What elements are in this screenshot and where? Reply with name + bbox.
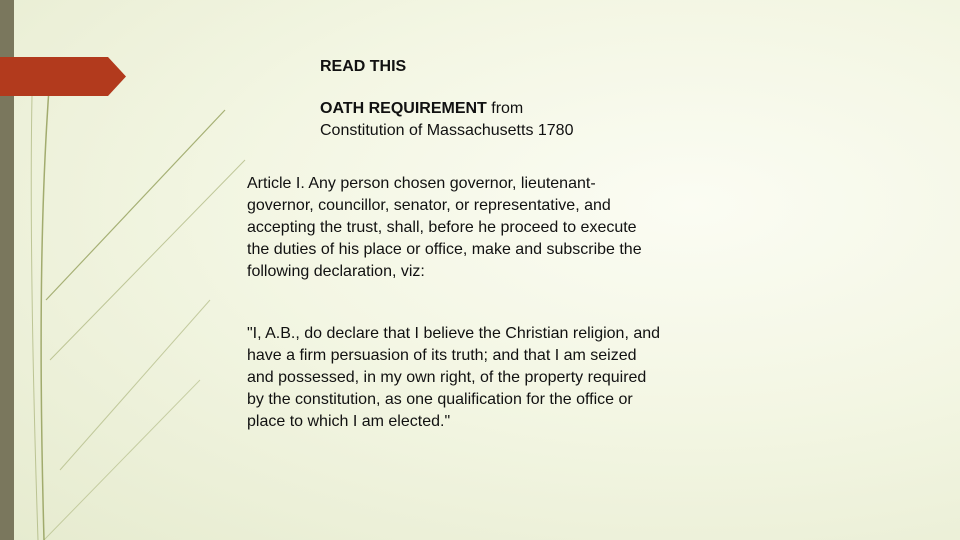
quote-line: have a firm persuasion of its truth; and that I am seized [247, 347, 637, 364]
oath-title-bold: OATH REQUIREMENT [320, 100, 487, 117]
decor-line-curve-1 [41, 75, 50, 540]
quote-line: "I, A.B., do declare that I believe the Christian religion, and [247, 325, 661, 342]
decor-line-diagonal-1 [46, 110, 225, 300]
quote-line: by the constitution, as one qualification for the office or [247, 391, 633, 408]
oath-title-block [320, 98, 573, 142]
arrow-tab-icon [0, 57, 126, 96]
decor-line-curve-2 [31, 96, 38, 540]
decor-line-diagonal-4 [44, 380, 200, 540]
declaration-quote [247, 323, 717, 433]
decor-line-diagonal-2 [50, 160, 245, 360]
quote-line: and possessed, in my own right, of the property required [247, 369, 647, 386]
oath-title-rest: from [486, 100, 524, 117]
slide-heading: READ THIS [320, 58, 407, 75]
oath-subtitle: Constitution of Massachusetts 1780 [320, 122, 574, 139]
article-paragraph [247, 173, 717, 283]
decor-line-diagonal-3 [60, 300, 210, 470]
article-line: accepting the trust, shall, before he proceed to execute [247, 219, 637, 236]
article-line: the duties of his place or office, make and subscribe the [247, 241, 642, 258]
article-line: following declaration, viz: [247, 263, 425, 280]
quote-line: place to which I am elected." [247, 413, 451, 430]
oath-title-line [320, 98, 573, 120]
article-line: Article I. Any person chosen governor, lieutenant- [247, 175, 596, 192]
article-line: governor, councillor, senator, or representative, and [247, 197, 611, 214]
